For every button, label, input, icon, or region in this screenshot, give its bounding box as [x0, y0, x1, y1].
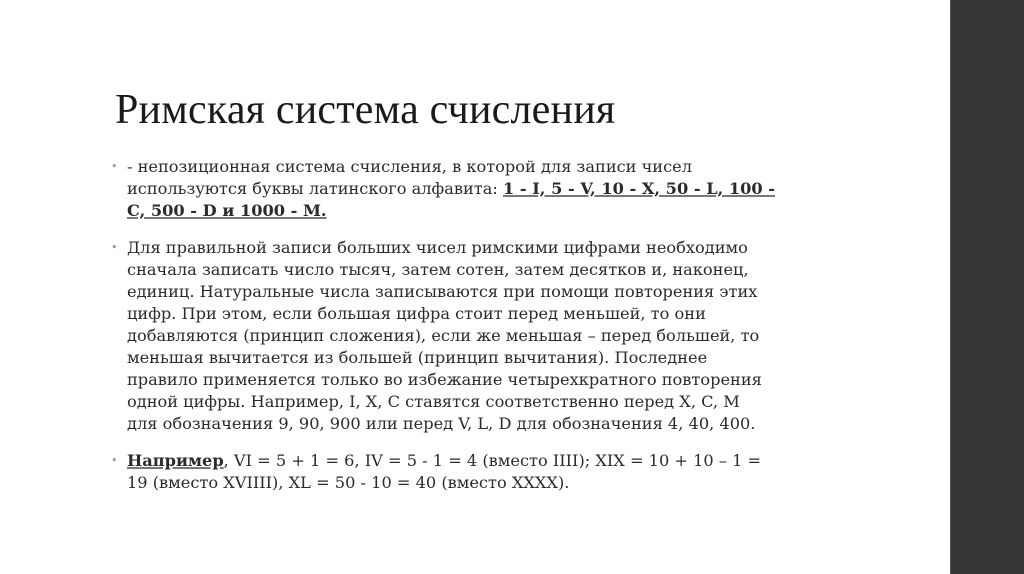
- bullet-dot-icon: •: [111, 454, 118, 467]
- text-line: - непозиционная система счисления, в которой для записи чисел: [127, 157, 693, 176]
- bullet-examples: [111, 450, 831, 494]
- text-line: Для правильной записи больших чисел римскими цифрами необходимо: [127, 238, 748, 257]
- text-line: меньшая вычитается из большей (принцип вычитания). Последнее: [127, 348, 708, 367]
- slide-title: Римская система счисления: [115, 87, 616, 133]
- text-line: используются буквы латинского алфавита: 1 - I, 5 - V, 10 - X, 50 - L, 100 -: [127, 179, 775, 198]
- text-line: [127, 200, 831, 222]
- bullet-rules: [111, 237, 831, 435]
- numerals-mapping: C, 500 - D и 1000 - M.: [127, 201, 327, 220]
- text-line: сначала записать число тысяч, затем сотен, затем десятков и, наконец,: [127, 260, 749, 279]
- example-label: Например: [127, 451, 224, 470]
- text-line: цифр. При этом, если большая цифра стоит перед меньшей, то они: [127, 304, 706, 323]
- bullet-dot-icon: •: [111, 160, 118, 173]
- text-line: единиц. Натуральные числа записываются при помощи повторения этих: [127, 282, 758, 301]
- text-line: для обозначения 9, 90, 900 или перед V, L, D для обозначения 4, 40, 400.: [127, 414, 756, 433]
- bullet-list: [111, 156, 831, 509]
- text-line: Например, VI = 5 + 1 = 6, IV = 5 - 1 = 4 (вместо IIII); XIX = 10 + 10 – 1 =: [127, 451, 762, 470]
- bullet-dot-icon: •: [111, 241, 118, 254]
- text-line: добавляются (принцип сложения), если же меньшая – перед большей, то: [127, 326, 760, 345]
- text-line: одной цифры. Например, I, X, C ставятся соответственно перед X, C, M: [127, 392, 740, 411]
- text-line: 19 (вместо XVIIII), XL = 50 - 10 = 40 (вместо XXXX).: [127, 473, 570, 492]
- bullet-definition: [111, 156, 831, 222]
- text-line: правило применяется только во избежание четырехкратного повторения: [127, 370, 762, 389]
- side-panel: [950, 0, 1024, 574]
- numerals-mapping: 1 - I, 5 - V, 10 - X, 50 - L, 100 -: [502, 179, 775, 198]
